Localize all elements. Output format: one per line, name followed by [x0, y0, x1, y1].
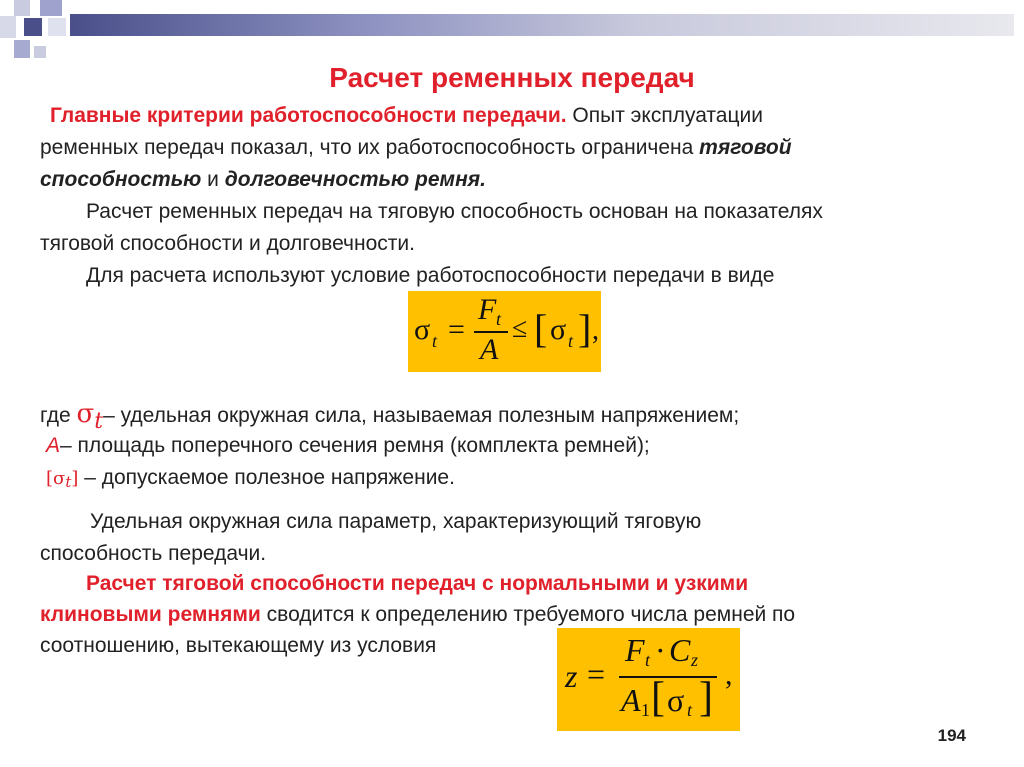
formula-symbol: ,	[592, 315, 599, 346]
corner-square	[24, 18, 42, 36]
corner-square	[0, 16, 16, 38]
formula-symbol: =	[448, 313, 465, 346]
formula-symbol: A	[480, 333, 499, 366]
formula-symbol: A	[621, 682, 641, 718]
text: ременных передач показал, что их работоспособность ограничена	[40, 136, 700, 159]
definition-sigma	[40, 398, 739, 432]
formula-symbol: [	[534, 306, 548, 351]
formula-subscript: 1	[641, 700, 650, 720]
formula-symbol: F	[478, 293, 497, 326]
symbol-sigma-bracket: [σ	[46, 468, 66, 489]
formula-symbol: ·	[655, 632, 666, 668]
text: Опыт эксплуатации	[566, 104, 763, 127]
formula-symbol: σ	[550, 313, 567, 346]
paragraph-condition: Для расчета используют условие работоспособности передачи в виде	[86, 264, 775, 287]
formula-symbol: F	[625, 632, 645, 668]
paragraph-vbelt-line1: Расчет тяговой способности передач с нормальными и узкими	[86, 572, 749, 595]
page-number: 194	[937, 726, 966, 745]
emphasis-red: клиновыми ремнями	[40, 603, 261, 626]
formula-subscript: t	[568, 331, 574, 351]
formula-symbol: σ	[667, 682, 685, 718]
corner-square	[34, 46, 46, 58]
formula-symbol: [	[651, 675, 665, 721]
symbol-bracket: ]	[71, 468, 79, 489]
paragraph-criteria-line3	[40, 164, 486, 196]
text: и	[201, 168, 225, 191]
formula-symbol: σ	[414, 313, 431, 346]
text: где	[40, 404, 77, 427]
formula-symbol: ]	[699, 675, 713, 721]
corner-square	[40, 0, 62, 16]
formula-symbol: =	[587, 656, 606, 692]
formula-subscript: z	[691, 650, 699, 670]
formula-symbol: z	[565, 658, 578, 694]
text: – допускаемое полезное напряжение.	[78, 466, 455, 489]
formula-subscript: t	[432, 331, 438, 351]
paragraph-vbelt-line2	[40, 599, 795, 631]
formula-subscript: t	[645, 650, 651, 670]
formula-symbol: ]	[578, 306, 592, 351]
paragraph-vbelt-line3: соотношению, вытекающему из условия	[40, 634, 437, 657]
emphasis-text: тяговой	[699, 136, 792, 159]
paragraph-specific-force-line2: способность передачи.	[40, 542, 267, 565]
definition-area	[46, 430, 650, 462]
symbol-subscript: t	[65, 473, 72, 491]
paragraph-traction-line2: тяговой способности и долговечности.	[40, 232, 415, 255]
corner-square	[14, 40, 30, 58]
paragraph-criteria-line1	[50, 100, 763, 132]
formula-stress-condition	[408, 291, 601, 372]
text: – удельная окружная сила, называемая полезным напряжением;	[103, 404, 740, 427]
emphasis-text: долговечностью ремня.	[224, 168, 486, 191]
corner-square	[14, 0, 30, 16]
formula-belt-count	[557, 628, 740, 731]
definition-allowed-stress	[46, 462, 455, 495]
criteria-heading: Главные критерии работоспособности передачи.	[50, 104, 567, 127]
formula-subscript: t	[496, 309, 502, 329]
paragraph-traction-line1: Расчет ременных передач на тяговую способность основан на показателях	[86, 200, 823, 223]
text: сводится к определению требуемого числа ремней по	[260, 603, 796, 626]
formula-symbol: ,	[725, 658, 733, 691]
header-bar	[70, 14, 1014, 36]
symbol-a: A	[46, 434, 61, 457]
paragraph-specific-force-line1: Удельная окружная сила параметр, характеризующий тяговую	[90, 510, 702, 533]
paragraph-criteria-line2	[40, 132, 792, 164]
formula-subscript: t	[687, 700, 693, 720]
emphasis-text: способностью	[40, 168, 202, 191]
formula-symbol: C	[669, 632, 691, 668]
symbol-sigma: σ	[76, 399, 95, 429]
slide-title: Расчет ременных передач	[329, 62, 695, 93]
formula-symbol: ≤	[512, 313, 528, 344]
text: – площадь поперечного сечения ремня (комплекта ремней);	[60, 434, 650, 457]
symbol-subscript: t	[94, 409, 104, 434]
corner-square	[48, 18, 66, 36]
